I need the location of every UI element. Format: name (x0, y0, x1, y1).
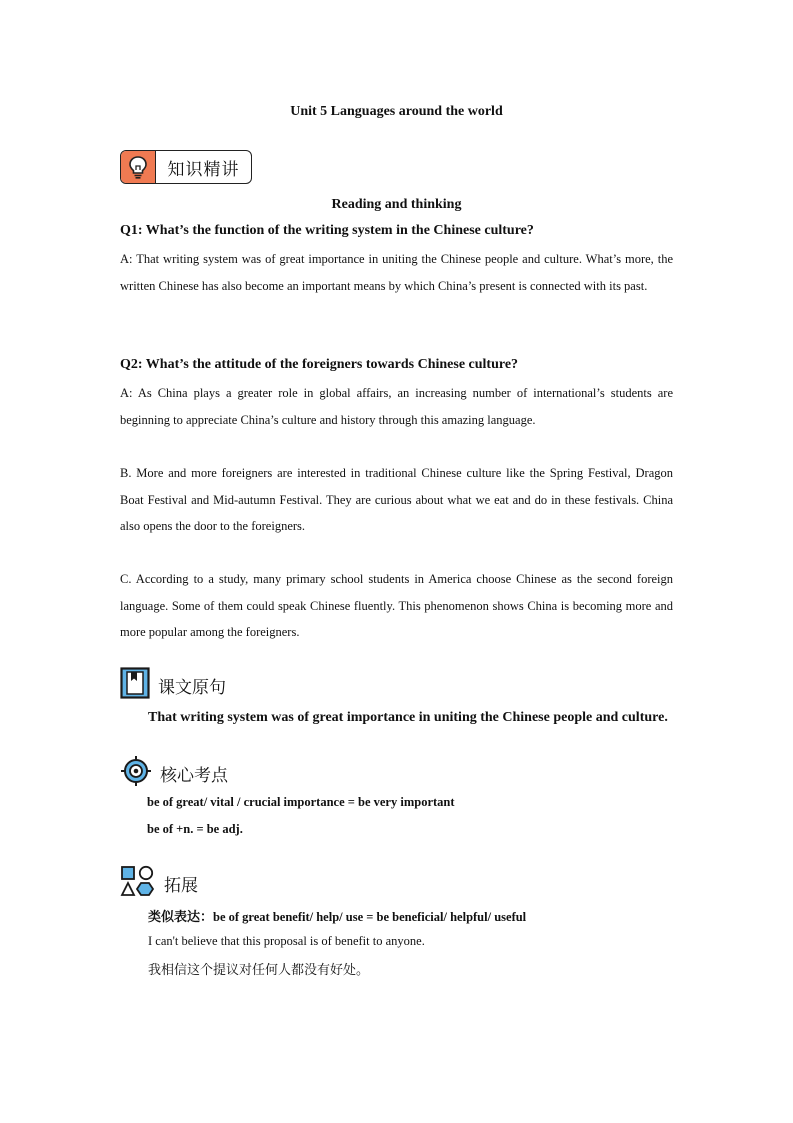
answer-2b: B. More and more foreigners are interested in traditional Chinese culture like the Spring Festival, Dragon Boat Festival and Mid-autumn Festival. They are curious about what we eat and do in these festivals. China also opens the door to the foreigners. (120, 466, 673, 534)
answer-2c: C. According to a study, many primary school students in America choose Chinese as the second foreign language. Some of them could speak Chinese fluently. This phenomenon shows China is becoming more and more popular among the foreigners. (120, 572, 673, 640)
shapes-icon (120, 865, 156, 902)
page-title: Unit 5 Languages around the world (290, 104, 503, 119)
example-english: I can't believe that this proposal is of benefit to anyone. (148, 934, 425, 948)
answer-2a: A: As China plays a greater role in global affairs, an increasing number of international’s students are beginning to appreciate China’s culture and history through this amazing language. (120, 386, 673, 427)
lightbulb-icon (121, 151, 156, 183)
target-icon (120, 755, 152, 792)
bookmark-icon (120, 667, 150, 704)
question-2: Q2: What’s the attitude of the foreigners towards Chinese culture? (120, 357, 519, 372)
original-heading-text: 课文原句 (158, 678, 226, 698)
example-chinese: 我相信这个提议对任何人都没有好处。 (148, 963, 370, 978)
similar-label: 类似表达： (148, 910, 214, 925)
extension-heading (120, 865, 198, 902)
key-point-2: be of +n. = be adj. (147, 822, 243, 836)
answer-1: A: That writing system was of great importance in uniting the Chinese people and culture. What’s more, the written Chinese has also become an important means by which China’s present is connected with its past. (120, 252, 673, 293)
question-1: Q1: What’s the function of the writing system in the Chinese culture? (120, 223, 534, 238)
section-title: Reading and thinking (331, 197, 462, 212)
similar-expression (148, 906, 526, 925)
similar-text: be of great benefit/ help/ use = be beneficial/ helpful/ useful (213, 910, 527, 924)
badge-label: 知识精讲 (167, 159, 240, 180)
key-points-heading (120, 755, 228, 792)
original-sentence: That writing system was of great importance in uniting the Chinese people and culture. (148, 710, 668, 725)
key-points-heading-text: 核心考点 (160, 766, 228, 786)
key-point-1: be of great/ vital / crucial importance = be very important (147, 795, 455, 809)
extension-heading-text: 拓展 (164, 876, 198, 896)
knowledge-badge (120, 150, 252, 184)
original-sentence-heading (120, 667, 226, 704)
